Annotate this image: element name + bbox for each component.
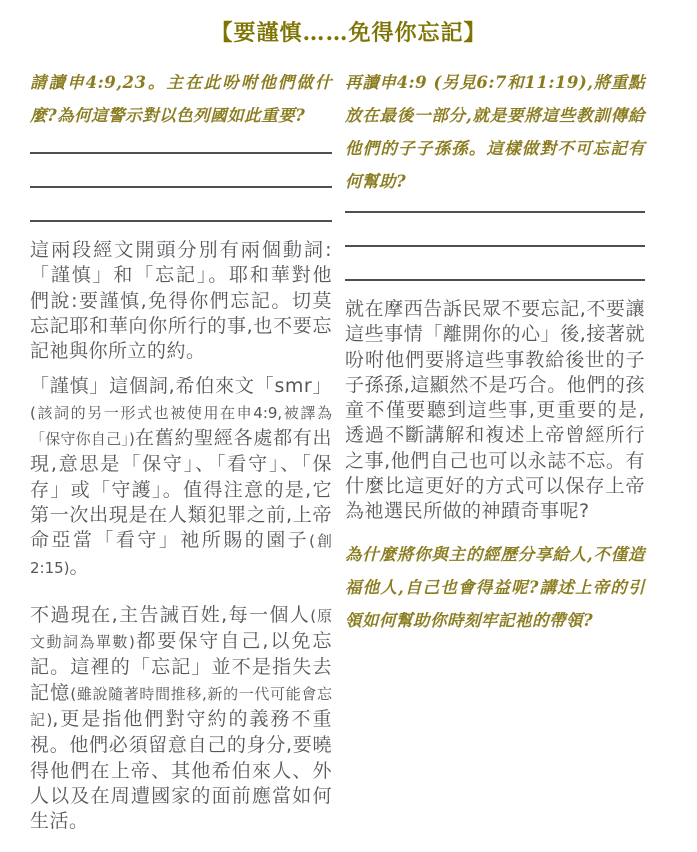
application-question: 為什麼將你與主的經歷分享給人,不僅造福他人,自己也會得益呢?講述上帝的引領如何幫助你時刻牢記祂的帶領? (345, 544, 645, 630)
text-segment: 在舊約聖經各處都有出現,意思是「保守」、「看守」、「保存」或「守護」。值得注意的是,它第一次出現是在人類犯罪之前,上帝命亞當「看守」祂所賜的園子 (30, 427, 332, 552)
text-segment: 都要保守自己,以免忘記。這裡的「忘記」並不是指失去記憶 (30, 630, 332, 704)
answer-line (345, 179, 645, 213)
left-column (30, 66, 332, 835)
text-segment: 不過現在,主告誡百姓,每一個人 (30, 603, 311, 626)
text-segment: ,更是指他們對守約的義務不重視。他們必須留意自己的身分,要曉得他們在上帝、其他希伯來人、外人以及在周遭國家的面前應當如何生活。 (30, 708, 332, 833)
right-column (345, 66, 645, 835)
study-question-right: 再讀申4:9 (另見6:7和11:19),將重點放在最後一部分,就是要將這些教訓傳給他們的子子孫孫。這樣做對不可忘記有何幫助? (345, 73, 645, 191)
answer-line (345, 213, 645, 247)
text-segment: 。 (69, 555, 90, 578)
body-paragraph: 這兩段經文開頭分別有兩個動詞:「謹慎」和「忘記」。耶和華對他們說:要謹慎,免得你們忘記。切莫忘記耶和華向你所行的事,也不要忘記祂與你所立的約。 (30, 239, 332, 363)
text-segment-small: (雖說隨著時間推移,新的一代可能會忘記) (30, 684, 332, 730)
body-paragraph (30, 603, 332, 835)
body-paragraph: 就在摩西告訴民眾不要忘記,不要讓這些事情「離開你的心」後,接著就吩咐他們要將這些事教給後世的子子孫孫,這顯然不是巧合。他們的孩童不僅要聽到這些事,更重要的是,透過不斷講解和複述上帝曾經所行之事,他們自己也可以永誌不忘。有什麼比這更好的方式可以保存上帝為祂選民所做的神蹟奇事呢? (345, 298, 645, 523)
study-question-left: 請讀申4:9,23。主在此吩咐他們做什麼?為何這警示對以色列國如此重要? (30, 73, 332, 125)
text-segment-small: (創2:15) (30, 532, 332, 577)
text-segment-small: (原文動詞為單數) (30, 606, 332, 652)
answer-line (30, 120, 332, 154)
text-segment: 「謹慎」這個詞,希伯來文「smr」 (30, 375, 332, 398)
answer-line (345, 247, 645, 281)
page-title: 【要謹慎……免得你忘記】 (210, 20, 487, 46)
answer-line (30, 154, 332, 188)
answer-lines-right (345, 179, 645, 281)
body-paragraph (30, 374, 332, 580)
answer-line (30, 188, 332, 222)
two-column-layout (30, 66, 697, 835)
answer-lines-left (30, 120, 332, 222)
text-segment-small: (該詞的另一形式也被使用在申4:9,被譯為「保守你自己」) (30, 403, 332, 449)
